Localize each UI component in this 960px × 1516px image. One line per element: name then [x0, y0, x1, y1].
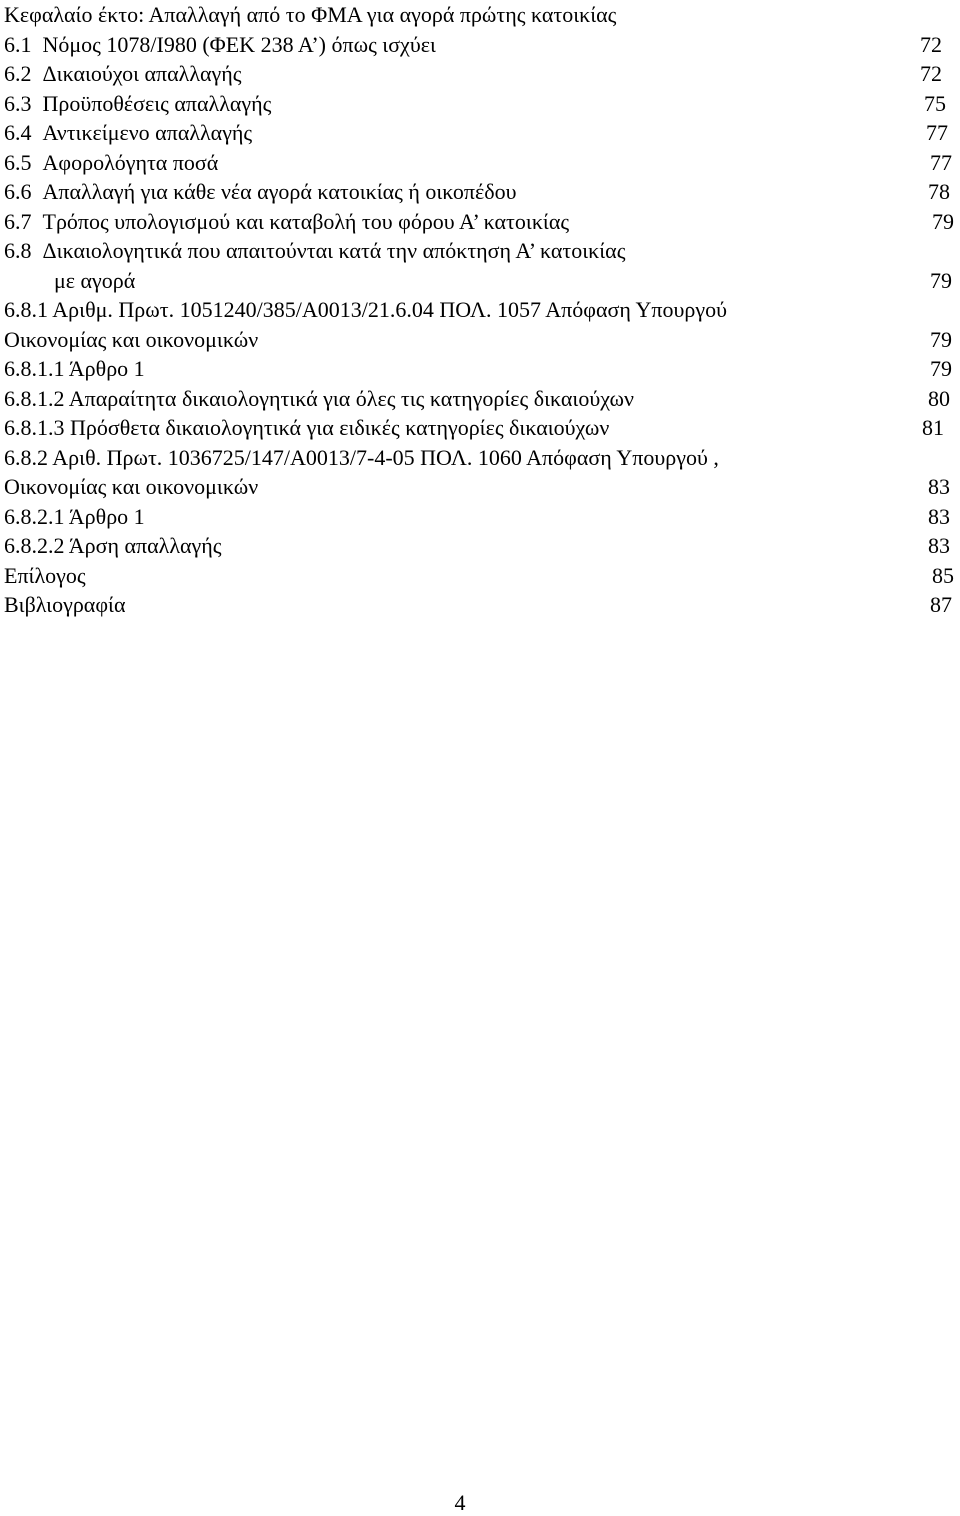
toc-entry-page: 79: [930, 267, 952, 293]
toc-entry-page: 80: [928, 385, 950, 411]
toc-entry-page: 81: [922, 415, 944, 440]
toc-entry-title: Δικαιολογητικά που απαιτούνται κατά την απόκτηση Α’ κατοικίας: [42, 238, 626, 263]
toc-entry-6-8-continuation: [4, 266, 956, 296]
toc-entry-number: 6.2: [4, 61, 32, 86]
toc-entry-number: 6.6: [4, 179, 32, 204]
toc-entry-6-8-1: [4, 295, 956, 325]
toc-entry-title: 6.8.2.1 Άρθρο 1: [4, 503, 145, 529]
toc-entry-page: 83: [928, 533, 950, 558]
toc-entry-page: 77: [930, 149, 952, 175]
toc-entry-page: 87: [930, 592, 952, 617]
toc-entry-6-2: [4, 59, 956, 89]
toc-entry-page: 79: [930, 356, 952, 381]
toc-entry-number: 6.8: [4, 238, 32, 263]
toc-entry-title-continuation: Οικονομίας και οικονομικών: [4, 326, 259, 352]
toc-entry-number: 6.4: [4, 120, 32, 145]
toc-entry-title: 6.8.1.1 Άρθρο 1: [4, 356, 145, 381]
toc-entry-title: Απαλλαγή για κάθε νέα αγορά κατοικίας ή οικοπέδου: [42, 179, 517, 204]
toc-entry-title: Προϋποθέσεις απαλλαγής: [42, 90, 272, 116]
toc-entry-6-1: [4, 30, 956, 60]
toc-entry-page: 79: [932, 208, 954, 234]
toc-entry-title: 6.8.2.2 Άρση απαλλαγής: [4, 533, 222, 558]
toc-entry-6-7: [4, 207, 956, 237]
toc-entry-epilogue: [4, 561, 956, 591]
toc-entry-title: 6.8.2 Αριθ. Πρωτ. 1036725/147/Α0013/7-4-05 ΠΟΛ. 1060 Απόφαση Υπουργού ,: [4, 444, 719, 470]
toc-entry-title: Νόμος 1078/Ι980 (ΦΕΚ 238 Α’) όπως ισχύει: [42, 31, 436, 57]
toc-entry-title: 6.8.1 Αριθμ. Πρωτ. 1051240/385/Α0013/21.6.04 ΠΟΛ. 1057 Απόφαση Υπουργού: [4, 297, 728, 322]
toc-entry-number: 6.1: [4, 31, 32, 57]
toc-entry-page: 83: [928, 503, 950, 529]
chapter-heading-text: Κεφαλαίο έκτο: Απαλλαγή από το ΦΜΑ για αγορά πρώτης κατοικίας: [4, 2, 617, 27]
toc-entry-title: 6.8.1.3 Πρόσθετα δικαιολογητικά για ειδικές κατηγορίες δικαιούχων: [4, 415, 610, 440]
toc-entry-page: 78: [928, 179, 950, 204]
toc-entry-6-8-2: [4, 443, 956, 473]
toc-entry-title: Δικαιούχοι απαλλαγής: [42, 61, 242, 86]
toc-entry-title: Επίλογος: [4, 562, 86, 588]
toc-entry-title: Τρόπος υπολογισμού και καταβολή του φόρου Α’ κατοικίας: [42, 208, 570, 234]
toc-entry-title-continuation: Οικονομίας και οικονομικών: [4, 474, 259, 499]
toc-entry-6-8-2-2: [4, 531, 956, 561]
toc-entry-title: 6.8.1.2 Απαραίτητα δικαιολογητικά για όλες τις κατηγορίες δικαιούχων: [4, 385, 634, 411]
toc-entry-title-continuation: με αγορά: [54, 267, 136, 293]
toc-entry-number: 6.7: [4, 208, 32, 234]
toc-entry-number: 6.3: [4, 90, 32, 116]
table-of-contents: [4, 0, 956, 620]
toc-entry-6-4: [4, 118, 956, 148]
toc-entry-6-8-1-continuation: [4, 325, 956, 355]
toc-entry-6-5: [4, 148, 956, 178]
toc-entry-title: Αντικείμενο απαλλαγής: [42, 120, 253, 145]
toc-entry-page: 83: [928, 474, 950, 499]
toc-entry-page: 72: [920, 31, 942, 57]
toc-entry-page: 75: [924, 90, 946, 116]
toc-entry-title: Αφορολόγητα ποσά: [42, 149, 219, 175]
toc-entry-6-8-1-2: [4, 384, 956, 414]
toc-entry-6-6: [4, 177, 956, 207]
toc-entry-6-3: [4, 89, 956, 119]
page-number: 4: [454, 1490, 466, 1515]
toc-entry-page: 72: [920, 61, 942, 86]
toc-entry-6-8: [4, 236, 956, 266]
toc-entry-page: 85: [932, 562, 954, 588]
toc-entry-bibliography: [4, 590, 956, 620]
chapter-heading: [4, 0, 956, 30]
toc-entry-page: 79: [930, 326, 952, 352]
toc-entry-6-8-2-1: [4, 502, 956, 532]
toc-entry-page: 77: [926, 120, 948, 145]
toc-entry-6-8-1-1: [4, 354, 956, 384]
toc-entry-title: Βιβλιογραφία: [4, 592, 126, 617]
toc-entry-6-8-2-continuation: [4, 472, 956, 502]
toc-entry-6-8-1-3: [4, 413, 956, 443]
toc-entry-number: 6.5: [4, 149, 32, 175]
